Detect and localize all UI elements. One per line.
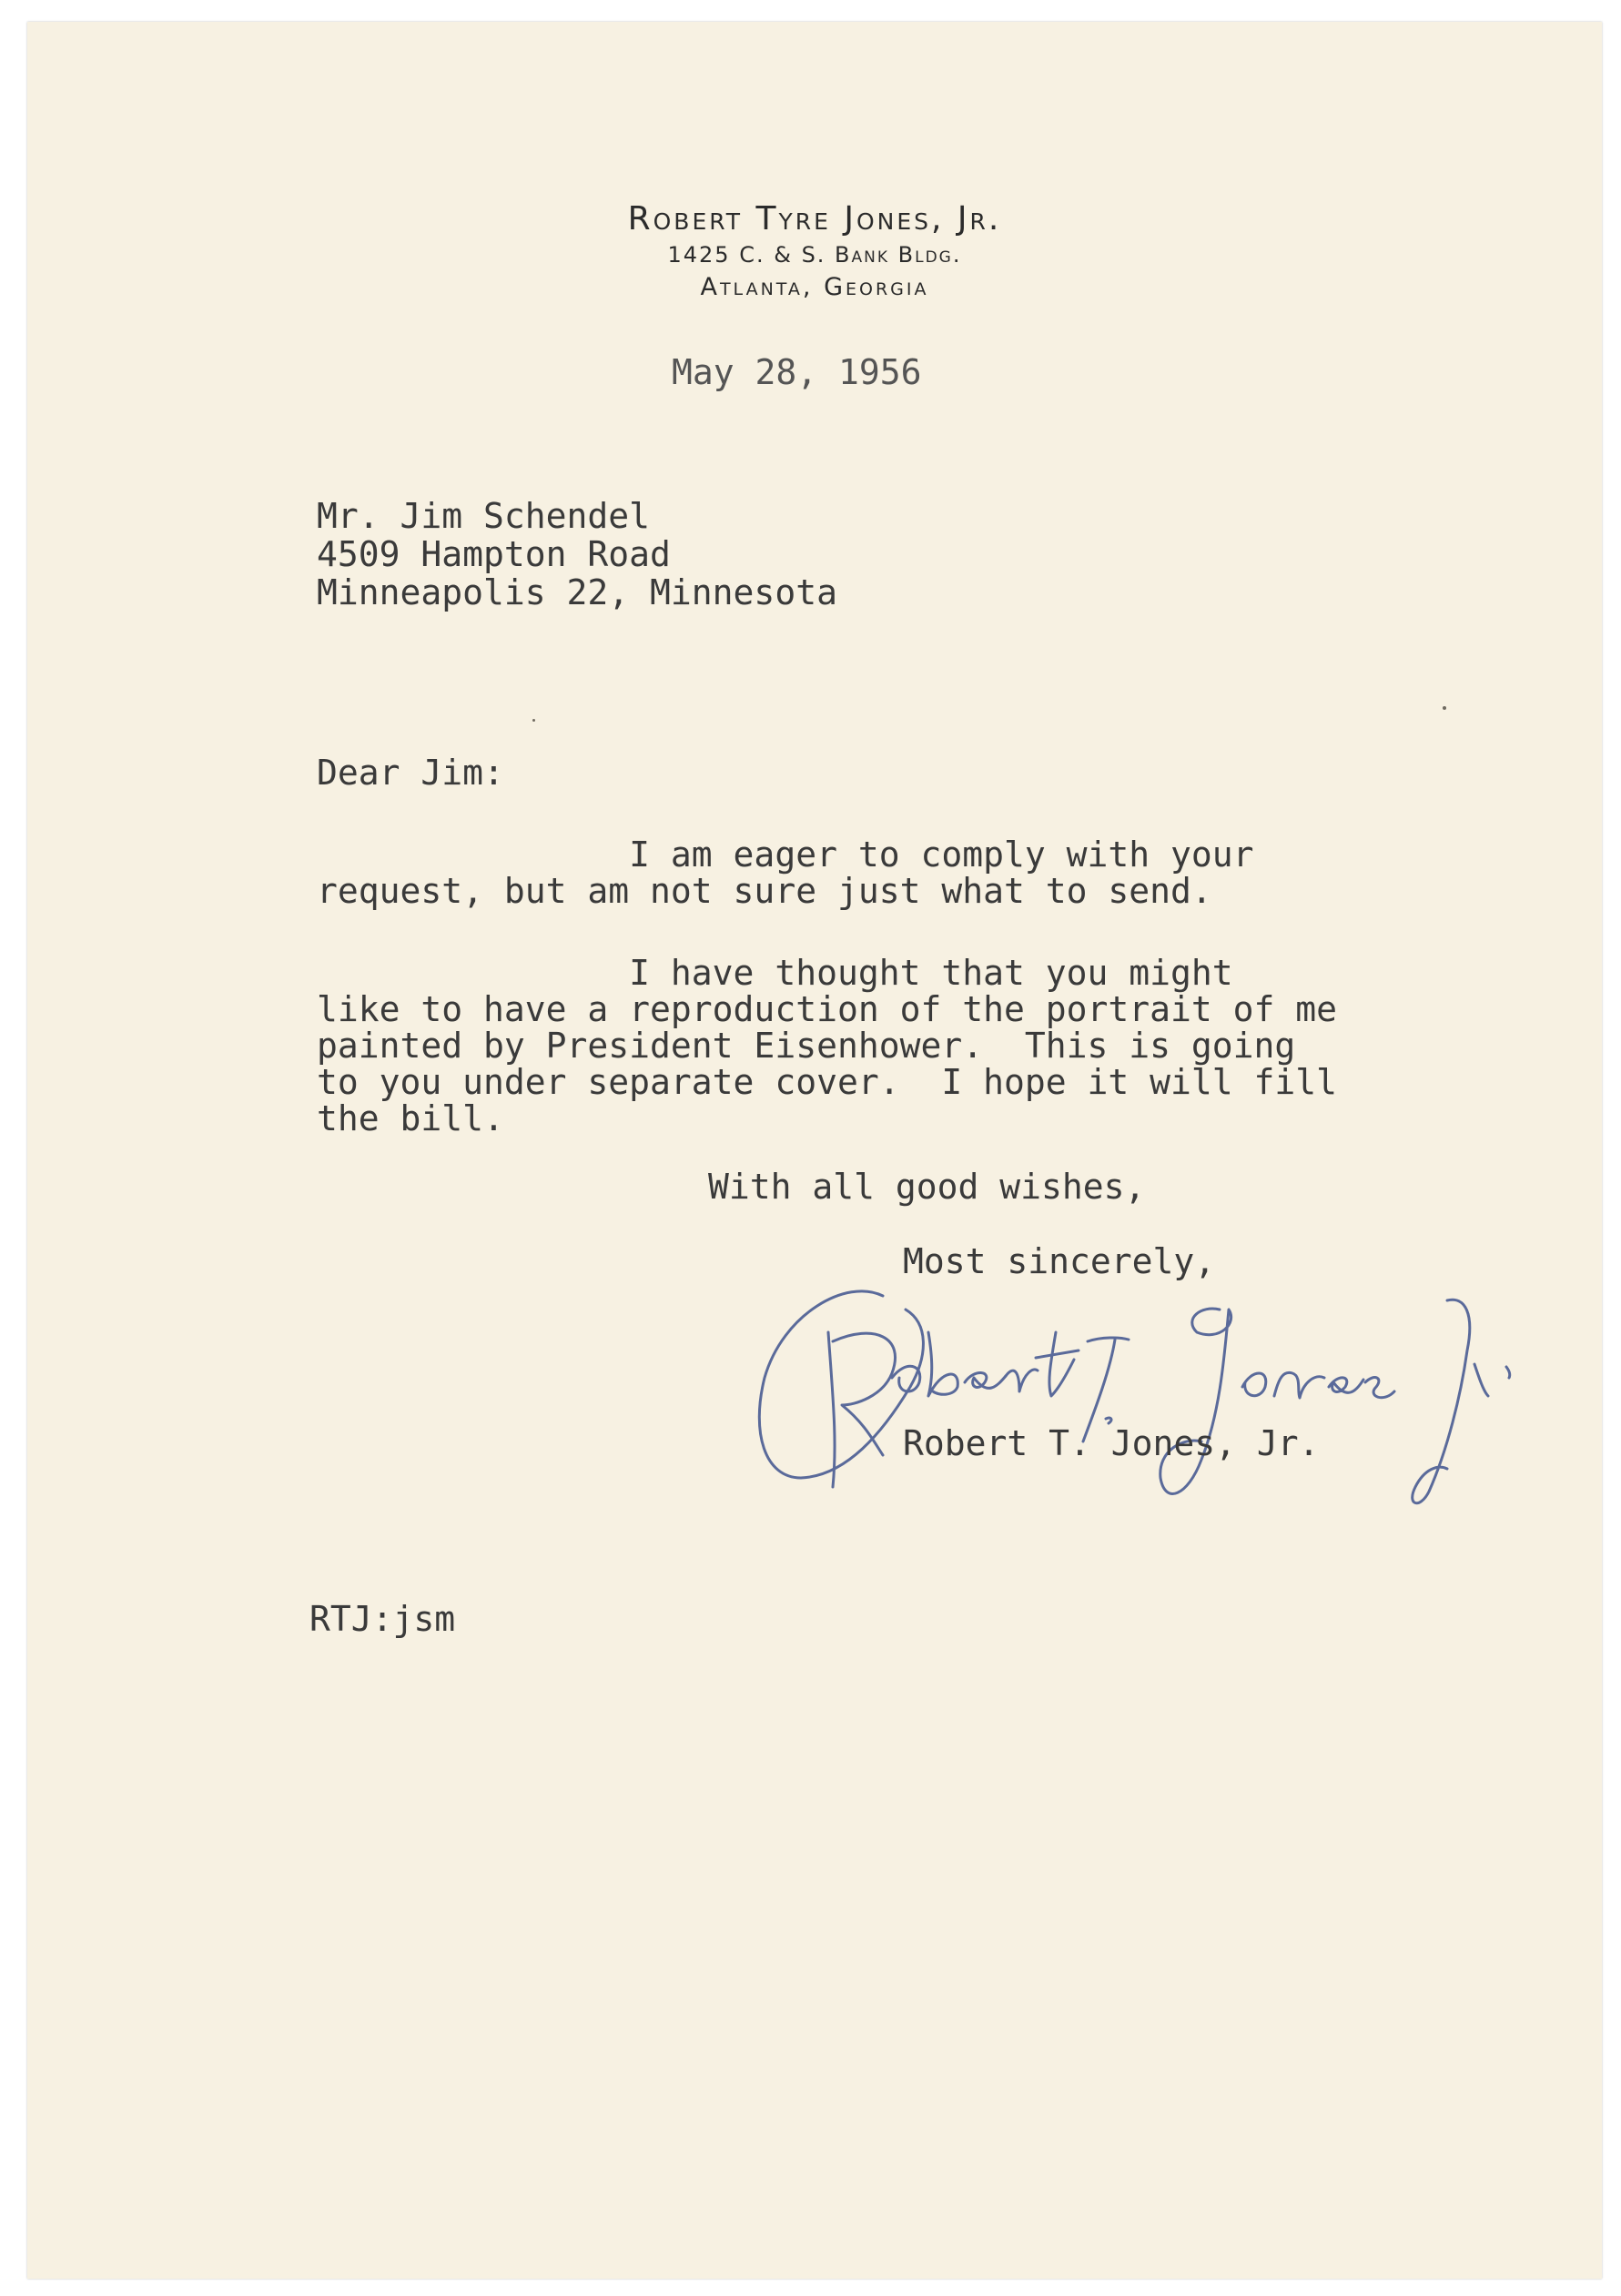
- recipient-city: Minneapolis 22, Minnesota: [317, 572, 837, 612]
- typed-signature-name: Robert T. Jones, Jr.: [903, 1423, 1320, 1463]
- salutation: Dear Jim:: [317, 753, 504, 793]
- letterhead-city: Atlanta, Georgia: [700, 273, 929, 301]
- recipient-name: Mr. Jim Schendel: [317, 496, 651, 536]
- paper-speck: [1443, 706, 1446, 710]
- letterhead-address: 1425 C. & S. Bank Bldg.: [667, 242, 962, 268]
- paper-speck: [532, 719, 535, 722]
- closing-line: With all good wishes,: [708, 1167, 1146, 1207]
- recipient-street: 4509 Hampton Road: [317, 534, 671, 574]
- sign-off: Most sincerely,: [903, 1241, 1216, 1281]
- letter-date: May 28, 1956: [672, 352, 922, 392]
- body-paragraph-1: I am eager to comply with your request, but am not sure just what to send.: [317, 834, 1254, 911]
- letter-page: [27, 22, 1602, 2279]
- letterhead-name: Robert Tyre Jones, Jr.: [627, 200, 1002, 238]
- body-paragraph-2: I have thought that you might like to have a reproduction of the portrait of me painted by President Eisenhower. This is going to you under separate cover. I hope it will fill the bill.: [317, 953, 1338, 1138]
- reference-initials: RTJ:jsm: [309, 1599, 456, 1639]
